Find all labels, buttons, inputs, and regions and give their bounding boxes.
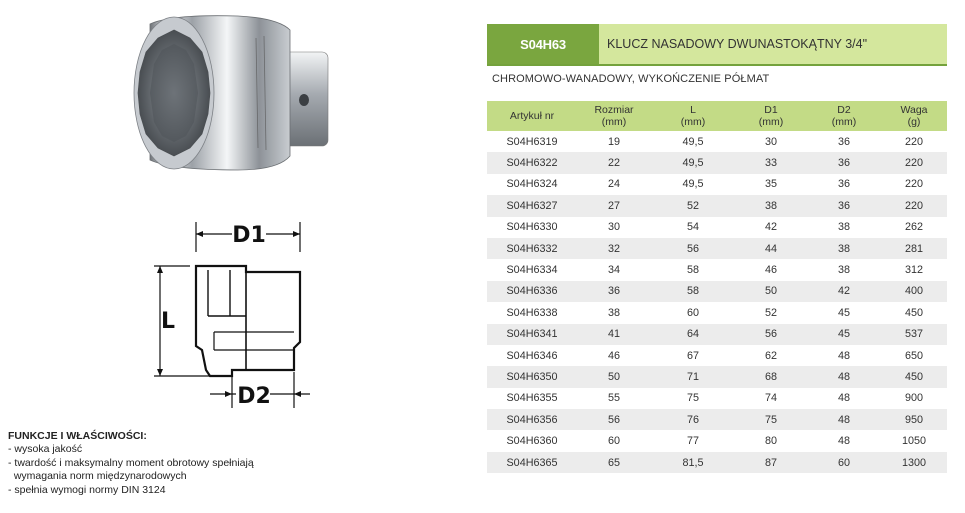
table-row [487, 281, 947, 302]
features-block [8, 430, 254, 497]
cell-d1: 87 [735, 452, 807, 473]
header-label: L [690, 104, 696, 116]
cell-l: 58 [686, 264, 699, 277]
l-label: L [160, 309, 176, 334]
product-title: KLUCZ NASADOWY DWUNASTOKĄTNY 3/4" [599, 24, 947, 64]
cell-size: 55 [607, 392, 620, 405]
header-label: Artykuł nr [509, 110, 555, 122]
cell-l: 49,5 [682, 178, 704, 191]
cell-d2: 42 [807, 281, 881, 302]
cell-weight: 1050 [901, 435, 927, 448]
cell-l: 76 [651, 409, 735, 430]
header-unit: (mm) [680, 116, 706, 128]
cell-article: S04H6360 [506, 435, 558, 448]
spec-table [487, 101, 947, 473]
cell-d1: 62 [764, 349, 777, 362]
cell-article: S04H6365 [487, 452, 577, 473]
cell-d2: 48 [837, 435, 850, 448]
cell-l: 77 [686, 435, 699, 448]
product-subtitle: CHROMOWO-WANADOWY, WYKOŃCZENIE PÓŁMAT [492, 73, 770, 85]
cell-l: 52 [651, 195, 735, 216]
header-weight [881, 101, 947, 131]
feature-item: - twardość i maksymalny moment obrotowy spełniają [8, 456, 254, 469]
cell-size: 46 [607, 349, 620, 362]
cell-d1: 38 [735, 195, 807, 216]
cell-d1: 50 [735, 281, 807, 302]
header-d1 [735, 101, 807, 131]
cell-weight: 400 [881, 281, 947, 302]
table-row [487, 152, 947, 173]
cell-d1: 75 [735, 409, 807, 430]
cell-d1: 44 [735, 238, 807, 259]
cell-l: 58 [651, 281, 735, 302]
socket-photo [128, 8, 350, 176]
cell-weight: 220 [904, 178, 923, 191]
cell-d1: 52 [764, 306, 777, 319]
cell-size: 56 [577, 409, 651, 430]
cell-weight: 220 [904, 135, 923, 148]
cell-d2: 45 [837, 306, 850, 319]
cell-d1: 74 [764, 392, 777, 405]
table-row [487, 345, 947, 366]
cell-d2: 60 [807, 452, 881, 473]
cell-size: 38 [607, 306, 620, 319]
cell-article: S04H6356 [487, 409, 577, 430]
header-unit: (mm) [758, 116, 784, 128]
cell-article: S04H6330 [506, 221, 558, 234]
cell-weight: 281 [881, 238, 947, 259]
cell-d2: 38 [837, 221, 850, 234]
cell-article: S04H6332 [487, 238, 577, 259]
cell-d2: 48 [807, 409, 881, 430]
cell-article: S04H6341 [487, 324, 577, 345]
product-header [487, 24, 947, 66]
table-row [487, 217, 947, 238]
cell-d2: 48 [837, 392, 850, 405]
cell-article: S04H6322 [487, 152, 577, 173]
cell-size: 27 [577, 195, 651, 216]
cell-size: 24 [607, 178, 620, 191]
cell-size: 32 [577, 238, 651, 259]
cell-d2: 48 [807, 366, 881, 387]
header-d2 [807, 101, 881, 131]
cell-weight: 950 [881, 409, 947, 430]
product-code: S04H63 [487, 24, 599, 64]
cell-l: 81,5 [651, 452, 735, 473]
cell-l: 71 [651, 366, 735, 387]
cell-l: 49,5 [651, 152, 735, 173]
table-header-row [487, 101, 947, 131]
cell-article: S04H6336 [487, 281, 577, 302]
table-row [487, 366, 947, 387]
header-unit: (mm) [601, 116, 627, 128]
cell-article: S04H6338 [506, 306, 558, 319]
cell-article: S04H6355 [506, 392, 558, 405]
header-unit: (mm) [831, 116, 857, 128]
cell-d2: 48 [837, 349, 850, 362]
cell-size: 22 [577, 152, 651, 173]
cell-d2: 45 [807, 324, 881, 345]
table-row [487, 195, 947, 216]
cell-d2: 36 [807, 152, 881, 173]
cell-d1: 46 [764, 264, 777, 277]
feature-item: - wysoka jakość [8, 443, 83, 456]
table-row [487, 174, 947, 195]
table-row [487, 324, 947, 345]
table-body [487, 131, 947, 473]
cell-d2: 36 [807, 195, 881, 216]
table-row [487, 430, 947, 451]
cell-weight: 262 [904, 221, 923, 234]
cell-article: S04H6350 [487, 366, 577, 387]
cell-l: 60 [686, 306, 699, 319]
header-label: Rozmiar [594, 104, 634, 116]
cell-l: 49,5 [682, 135, 704, 148]
table-row [487, 409, 947, 430]
cell-l: 54 [686, 221, 699, 234]
cell-size: 41 [577, 324, 651, 345]
feature-item: - spełnia wymogi normy DIN 3124 [8, 483, 166, 496]
cell-d1: 68 [735, 366, 807, 387]
cell-weight: 650 [904, 349, 923, 362]
cell-size: 50 [577, 366, 651, 387]
cell-weight: 450 [904, 306, 923, 319]
cell-size: 19 [607, 135, 620, 148]
header-label: Waga [900, 104, 928, 116]
cell-weight: 220 [881, 195, 947, 216]
header-label: D1 [764, 104, 778, 116]
cell-d1: 56 [735, 324, 807, 345]
d2-label: D2 [237, 384, 271, 409]
cell-d1: 35 [764, 178, 777, 191]
cell-article: S04H6334 [506, 264, 558, 277]
cell-article: S04H6319 [506, 135, 558, 148]
header-l [651, 101, 735, 131]
features-title: FUNKCJE I WŁAŚCIWOŚCI: [8, 430, 147, 442]
cell-article: S04H6346 [506, 349, 558, 362]
table-row [487, 259, 947, 280]
dimension-drawing [150, 222, 310, 410]
header-label: D2 [837, 104, 851, 116]
header-article [487, 101, 577, 131]
left-column [0, 0, 470, 513]
cell-size: 65 [577, 452, 651, 473]
cell-size: 34 [607, 264, 620, 277]
cell-weight: 450 [881, 366, 947, 387]
cell-d2: 38 [807, 238, 881, 259]
cell-d1: 42 [764, 221, 777, 234]
d1-label: D1 [232, 223, 266, 248]
header-size [577, 101, 651, 131]
cell-l: 64 [651, 324, 735, 345]
cell-article: S04H6327 [487, 195, 577, 216]
header-unit: (g) [907, 116, 921, 128]
cell-weight: 312 [904, 264, 923, 277]
table-row [487, 388, 947, 409]
cell-d1: 33 [735, 152, 807, 173]
table-row [487, 238, 947, 259]
cell-size: 30 [607, 221, 620, 234]
cell-l: 56 [651, 238, 735, 259]
table-row [487, 452, 947, 473]
cell-l: 75 [686, 392, 699, 405]
cell-weight: 220 [881, 152, 947, 173]
cell-d2: 36 [837, 178, 850, 191]
cell-weight: 537 [881, 324, 947, 345]
cell-d1: 30 [764, 135, 777, 148]
cell-article: S04H6324 [506, 178, 558, 191]
cell-d1: 80 [764, 435, 777, 448]
cell-size: 60 [607, 435, 620, 448]
feature-item: wymagania norm międzynarodowych [8, 470, 187, 483]
cell-d2: 36 [837, 135, 850, 148]
table-row [487, 302, 947, 323]
cell-d2: 38 [837, 264, 850, 277]
cell-weight: 1300 [881, 452, 947, 473]
table-row [487, 131, 947, 152]
cell-size: 36 [577, 281, 651, 302]
cell-l: 67 [686, 349, 699, 362]
right-column [487, 24, 947, 473]
cell-weight: 900 [904, 392, 923, 405]
